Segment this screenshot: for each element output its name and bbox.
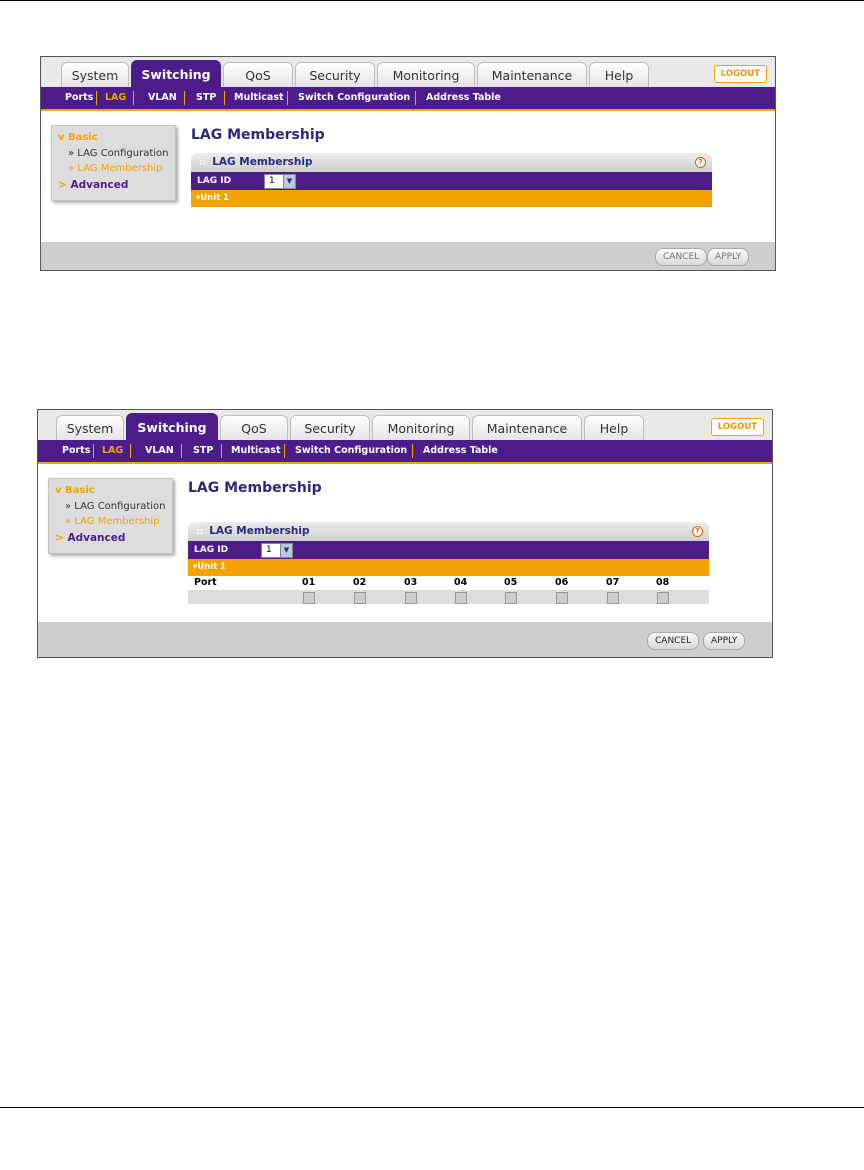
subnav-lag[interactable]: LAG	[105, 92, 127, 103]
port-08-checkbox[interactable]	[657, 592, 669, 604]
port-02-checkbox[interactable]	[354, 592, 366, 604]
content-area	[38, 464, 772, 622]
lag-membership-panel	[188, 522, 709, 604]
subnav-address-table[interactable]: Address Table	[423, 445, 498, 456]
apply-button[interactable]: APPLY	[707, 248, 749, 266]
chevron-right-icon: >	[58, 179, 71, 191]
port-05-checkbox[interactable]	[505, 592, 517, 604]
port-03-checkbox[interactable]	[405, 592, 417, 604]
sidebar-item-lag-configuration[interactable]: » LAG Configuration	[68, 148, 169, 159]
sidebar-advanced[interactable]: > Advanced	[58, 179, 129, 191]
subnav-separator	[93, 444, 94, 458]
subnav-separator	[133, 91, 134, 105]
subnav-ports[interactable]: Ports	[62, 445, 91, 456]
port-number: 04	[454, 577, 468, 588]
panel-header	[191, 153, 712, 172]
sidebar-item-lag-membership[interactable]: » LAG Membership	[65, 516, 160, 527]
sidebar-basic[interactable]: v Basic	[58, 132, 98, 143]
sidebar-item-lag-configuration[interactable]: » LAG Configuration	[65, 501, 166, 512]
panel-title: LAG Membership	[212, 156, 313, 168]
top-rule	[0, 0, 864, 1]
sidebar-item-lag-membership[interactable]: » LAG Membership	[68, 163, 163, 174]
lag-membership-panel	[191, 153, 712, 207]
chevron-right-icon: >	[55, 532, 68, 544]
subnav-separator	[412, 444, 413, 458]
subnav-separator	[181, 444, 182, 458]
subnav-stp[interactable]: STP	[196, 92, 217, 103]
chevron-down-icon: ▼	[283, 175, 295, 188]
page-title: LAG Membership	[188, 480, 322, 496]
sidebar-advanced[interactable]: > Advanced	[55, 532, 126, 544]
page-title: LAG Membership	[191, 127, 325, 143]
subnav-separator	[284, 444, 285, 458]
sidebar-basic[interactable]: v Basic	[55, 485, 95, 496]
lag-id-row	[188, 541, 709, 559]
tab-maintenance[interactable]: Maintenance	[477, 62, 587, 87]
logout-button[interactable]: LOGOUT	[711, 418, 764, 436]
port-number: 08	[656, 577, 670, 588]
content-area	[41, 111, 775, 242]
cancel-button[interactable]: CANCEL	[655, 248, 707, 266]
apply-button[interactable]: APPLY	[703, 632, 745, 650]
tab-security[interactable]: Security	[290, 415, 370, 440]
subnav-vlan[interactable]: VLAN	[148, 92, 177, 103]
lag-id-select[interactable]	[264, 174, 296, 189]
subnav-separator	[184, 91, 185, 105]
port-number: 05	[504, 577, 518, 588]
chevron-down-icon: ▼	[280, 544, 292, 557]
subnav-switch-configuration[interactable]: Switch Configuration	[295, 445, 408, 456]
unit-row[interactable]: ▾Unit 1	[188, 559, 709, 576]
grip-icon: ::	[196, 527, 204, 537]
subnav-separator	[224, 91, 225, 105]
tab-switching[interactable]: Switching	[131, 60, 221, 87]
port-number: 02	[353, 577, 367, 588]
panel-header	[188, 522, 709, 541]
help-icon[interactable]: ?	[695, 157, 706, 168]
footer-bar	[38, 622, 772, 657]
subnav-vlan[interactable]: VLAN	[145, 445, 174, 456]
cancel-button[interactable]: CANCEL	[647, 632, 699, 650]
chevron-down-icon: v	[58, 132, 68, 143]
main-tabs	[38, 410, 772, 440]
subnav-separator	[221, 444, 222, 458]
screenshot-lag-membership-expanded	[37, 409, 773, 658]
sub-navigation	[41, 87, 775, 111]
port-header-row	[188, 576, 709, 590]
bottom-rule	[0, 1107, 864, 1108]
port-number: 07	[606, 577, 620, 588]
subnav-separator	[287, 91, 288, 105]
footer-bar	[41, 242, 775, 270]
port-number: 03	[404, 577, 418, 588]
screenshot-lag-membership-collapsed	[40, 56, 776, 271]
subnav-multicast[interactable]: Multicast	[234, 92, 284, 103]
port-checkbox-row	[188, 590, 709, 604]
subnav-switch-configuration[interactable]: Switch Configuration	[298, 92, 411, 103]
subnav-ports[interactable]: Ports	[65, 92, 94, 103]
port-01-checkbox[interactable]	[303, 592, 315, 604]
subnav-stp[interactable]: STP	[193, 445, 214, 456]
port-04-checkbox[interactable]	[455, 592, 467, 604]
sidebar	[48, 478, 173, 554]
tab-system[interactable]: System	[56, 415, 124, 440]
lag-id-select[interactable]	[261, 543, 293, 558]
lag-id-value: 1	[269, 176, 275, 186]
tab-monitoring[interactable]: Monitoring	[377, 62, 475, 87]
triangle-down-icon: ▾	[196, 193, 201, 203]
tab-qos[interactable]: QoS	[220, 415, 288, 440]
lag-id-label: LAG ID	[194, 545, 229, 555]
panel-title: LAG Membership	[209, 525, 310, 537]
port-number: 06	[555, 577, 569, 588]
sub-navigation	[38, 440, 772, 464]
subnav-separator	[96, 91, 97, 105]
triangle-down-icon: ▾	[193, 562, 198, 572]
lag-id-row	[191, 172, 712, 190]
tab-help[interactable]: Help	[584, 415, 644, 440]
port-07-checkbox[interactable]	[607, 592, 619, 604]
port-label: Port	[194, 577, 217, 588]
main-tabs	[41, 57, 775, 87]
tab-security[interactable]: Security	[295, 62, 375, 87]
tab-switching[interactable]: Switching	[126, 413, 218, 440]
tab-help[interactable]: Help	[589, 62, 649, 87]
chevron-down-icon: v	[55, 485, 65, 496]
tab-qos[interactable]: QoS	[223, 62, 293, 87]
tab-maintenance[interactable]: Maintenance	[472, 415, 582, 440]
grip-icon: ::	[199, 158, 207, 168]
tab-monitoring[interactable]: Monitoring	[372, 415, 470, 440]
subnav-separator	[130, 444, 131, 458]
unit-row[interactable]: ▾Unit 1	[191, 190, 712, 207]
lag-id-value: 1	[266, 545, 272, 555]
subnav-multicast[interactable]: Multicast	[231, 445, 281, 456]
subnav-lag[interactable]: LAG	[102, 445, 124, 456]
logout-button[interactable]: LOGOUT	[714, 65, 767, 83]
lag-id-label: LAG ID	[197, 176, 232, 186]
port-06-checkbox[interactable]	[556, 592, 568, 604]
port-number: 01	[302, 577, 316, 588]
subnav-separator	[415, 91, 416, 105]
help-icon[interactable]: ?	[692, 526, 703, 537]
subnav-address-table[interactable]: Address Table	[426, 92, 501, 103]
tab-system[interactable]: System	[61, 62, 129, 87]
sidebar	[51, 125, 176, 201]
